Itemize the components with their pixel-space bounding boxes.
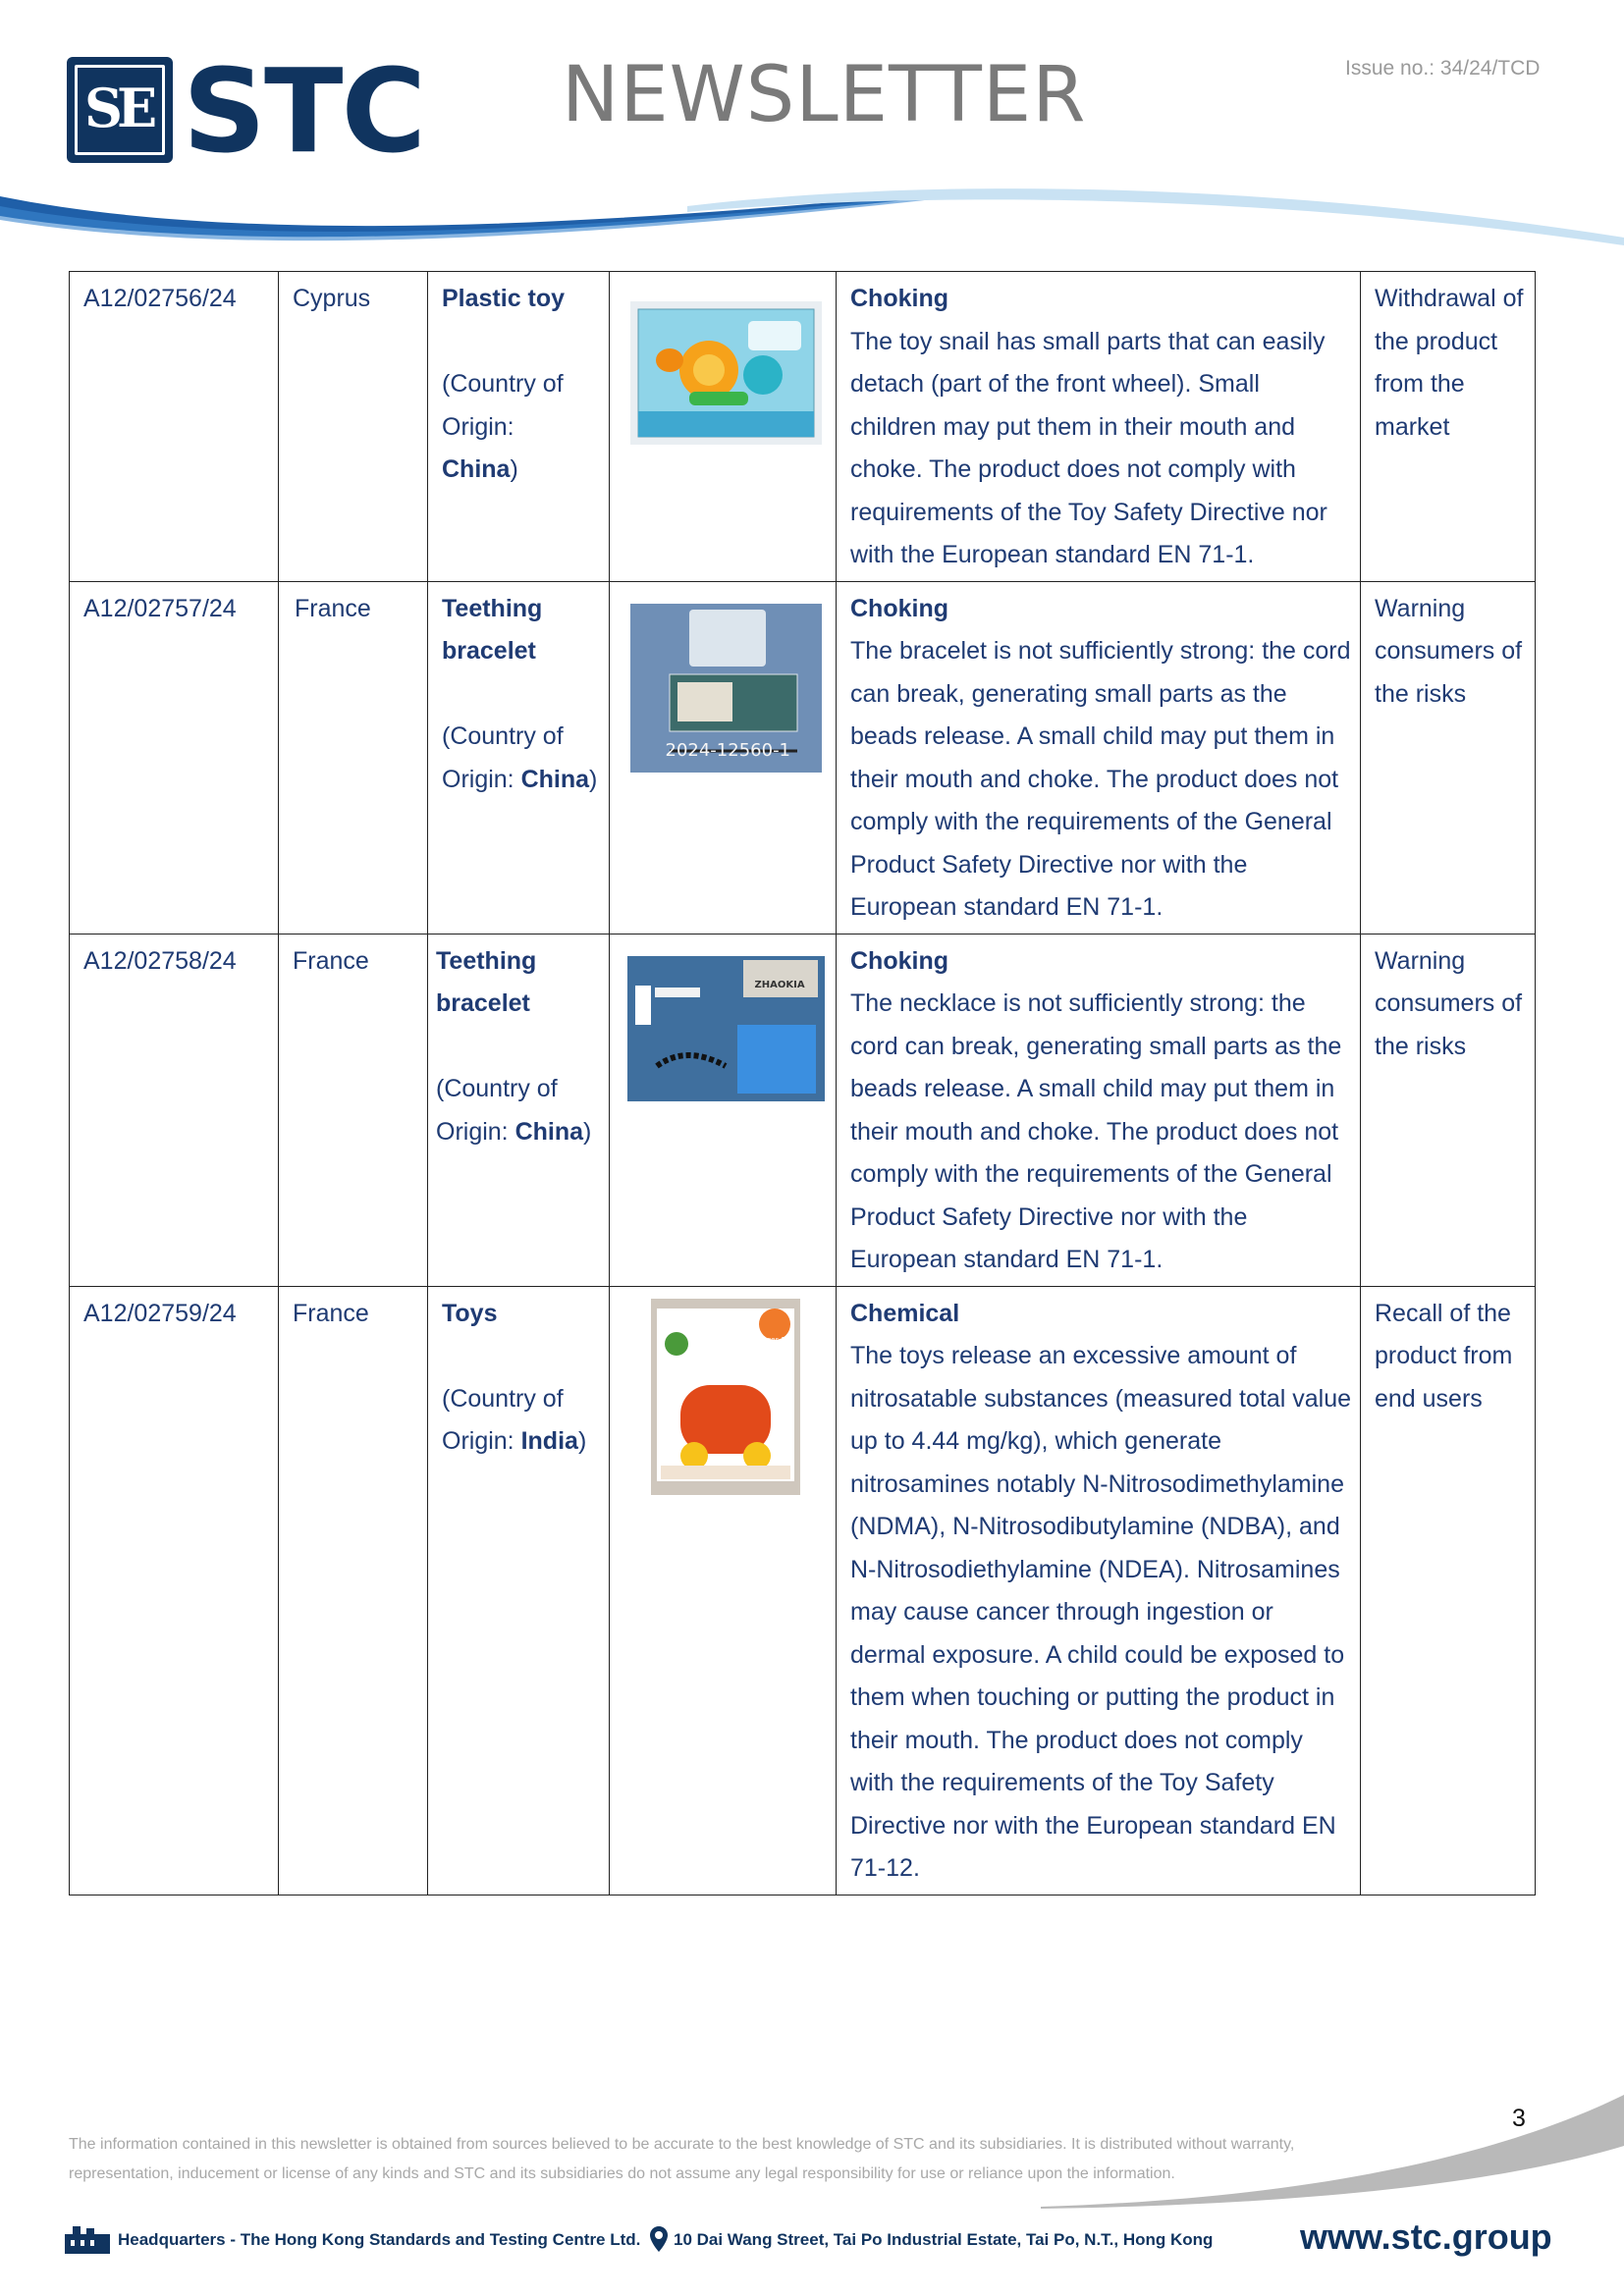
issue-number: Issue no.: 34/24/TCD (1345, 57, 1541, 80)
origin-country: India (520, 1427, 578, 1455)
toy-snail-photo (630, 301, 822, 445)
measures-taken: Withdrawal of the product from the market (1361, 272, 1536, 582)
risk-type: Choking (850, 594, 948, 622)
risk-type: Choking (850, 285, 948, 312)
newsletter-title: NEWSLETTER (562, 51, 1087, 139)
origin-country: China (520, 765, 590, 793)
notifying-country: France (279, 934, 428, 1286)
image-cell (610, 934, 837, 1286)
risk-description: The necklace is not sufficiently strong: the cord can break, generating small parts as the beads release. A small child may put them in their mouth and choke. The product does not comply with the requirements of the General Product Safety Directive nor with the European standard EN 71-1. (850, 989, 1342, 1273)
origin-prefix: (Country of (442, 1384, 564, 1413)
notification-number: A12/02756/24 (70, 272, 279, 582)
logo-mark-text: SE (84, 77, 152, 139)
toy-car-photo (651, 1299, 800, 1495)
notification-number: A12/02758/24 (70, 934, 279, 1286)
product-cell (428, 1286, 610, 1895)
origin-mid: Origin: (436, 1117, 515, 1146)
risk-cell (837, 581, 1361, 934)
disclaimer-text: The information contained in this newsletter is obtained from sources believed to be accurate to the best knowledge of STC and its subsidiaries. It is distributed without warranty, representation, inducement or license of any kinds and STC and its subsidiaries do not assume any legal responsibility for use or reliance upon the information. (69, 2136, 1295, 2182)
page-number: 3 (1512, 2105, 1526, 2132)
origin-country: China (514, 1117, 584, 1146)
product-cell (428, 581, 610, 934)
address-text: 10 Dai Wang Street, Tai Po Industrial Estate, Tai Po, N.T., Hong Kong (674, 2230, 1214, 2249)
measures-taken: Recall of the product from end users (1361, 1286, 1536, 1895)
risk-type: Chemical (850, 1299, 960, 1327)
notifying-country: France (279, 581, 428, 934)
risk-description: The toy snail has small parts that can easily detach (part of the front wheel). Small children may put them in their mouth and choke. The product does not comply with requirements of the Toy Safety Directive nor with the European standard EN 71-1. (850, 327, 1327, 568)
notifying-country: Cyprus (279, 272, 428, 582)
origin-prefix: (Country of (442, 722, 564, 750)
teething-necklace-photo (627, 956, 825, 1101)
product-name: Teething bracelet (436, 946, 537, 1017)
building-icon (63, 2224, 112, 2254)
product-name: Plastic toy (442, 285, 566, 312)
origin-country: China (442, 455, 511, 483)
risk-description: The bracelet is not sufficiently strong: the cord can break, generating small parts as the beads release. A small child may put them in their mouth and choke. The product does not comply with the requirements of the General Product Safety Directive nor with the European standard EN 71-1. (850, 637, 1351, 921)
origin-mid: Origin: (442, 412, 514, 441)
image-cell (610, 1286, 837, 1895)
product-cell (428, 272, 610, 582)
stc-logo-mark (67, 57, 173, 163)
notification-number: A12/02757/24 (70, 581, 279, 934)
photo-label: ZHAOKIA (754, 979, 805, 990)
footer-bar (63, 2216, 1565, 2260)
table-row (70, 1286, 1536, 1895)
risk-description: The toys release an excessive amount of nitrosatable substances (measured total value up to 4.44 mg/kg), which generate nitrosamines notably N-Nitrosodimethylamine (NDMA), N-Nitrosodibutylamine (NDBA), and N-Nitrosodiethylamine (NDEA). Nitrosamines may cause cancer through ingestion or dermal exposure. A child could be exposed to them when touching or putting the product in their mouth. The product does not comply with the requirements of the Toy Safety Directive nor with the European standard EN 71-12. (850, 1342, 1352, 1882)
origin-prefix: (Country of (442, 370, 564, 398)
product-name: Teething bracelet (442, 594, 543, 665)
origin-prefix: (Country of (436, 1075, 558, 1102)
origin-mid: Origin: (442, 1427, 521, 1455)
recalls-table (69, 271, 1536, 1896)
stc-logo (67, 43, 461, 179)
location-pin-icon (650, 2226, 668, 2252)
product-name: Toys (442, 1299, 498, 1327)
measures-taken: Warning consumers of the risks (1361, 934, 1536, 1286)
origin-mid: Origin: (442, 765, 521, 793)
origin-close: ) (583, 1117, 592, 1146)
table-row (70, 934, 1536, 1286)
photo-label: Ages 1-3 (762, 1335, 792, 1344)
image-cell (610, 272, 837, 582)
risk-cell (837, 934, 1361, 1286)
measures-taken: Warning consumers of the risks (1361, 581, 1536, 934)
risk-cell (837, 272, 1361, 582)
logo-wordmark: STC (183, 43, 425, 179)
table-row (70, 581, 1536, 934)
notifying-country: France (279, 1286, 428, 1895)
website-link[interactable]: www.stc.group (1300, 2216, 1552, 2257)
photo-label: 2024-12560-1 (665, 739, 791, 761)
risk-cell (837, 1286, 1361, 1895)
risk-type: Choking (850, 946, 948, 975)
origin-close: ) (589, 765, 598, 793)
header-swoosh (0, 187, 1624, 255)
product-cell (428, 934, 610, 1286)
headquarters-text: Headquarters - The Hong Kong Standards and Testing Centre Ltd. (118, 2230, 641, 2249)
origin-close: ) (510, 455, 518, 483)
image-cell (610, 581, 837, 934)
table-row (70, 272, 1536, 582)
notification-number: A12/02759/24 (70, 1286, 279, 1895)
teething-bracelet-photo (630, 604, 822, 773)
origin-close: ) (577, 1427, 587, 1455)
